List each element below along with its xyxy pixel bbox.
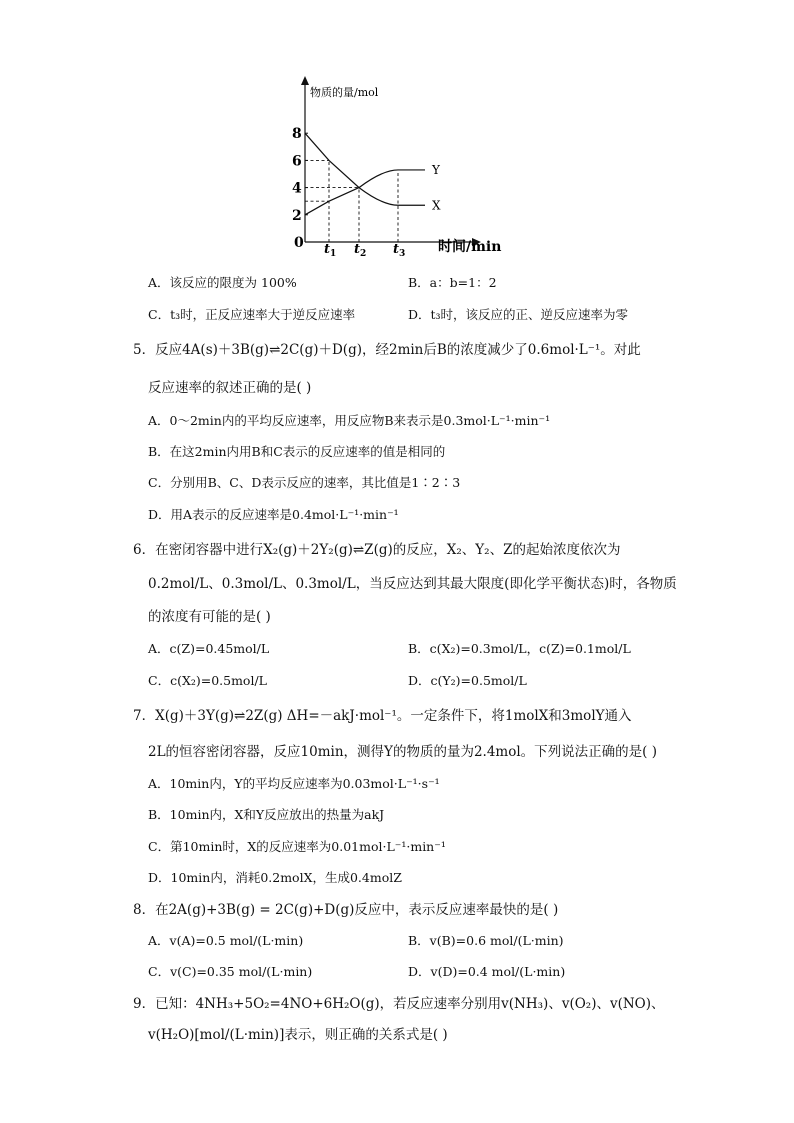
q5-stem-line1: 5．反应4A(s)＋3B(g)⇌2C(g)＋D(g)，经2min后B的浓度减少了0.6mol·L⁻¹。对此 [133, 342, 641, 358]
q8-option-b: B．v(B)=0.6 mol/(L·min) [408, 933, 564, 948]
x-tick-label-t2: $t_2$ [354, 242, 367, 259]
q7-option-d: D．10min内，消耗0.2molX，生成0.4molZ [148, 870, 402, 885]
q7-stem-line1: 7．X(g)＋3Y(g)⇌2Z(g) ΔH=－akJ·mol⁻¹。一定条件下，将1molX和3molY通入 [133, 708, 632, 724]
q5-stem-line2: 反应速率的叙述正确的是( ) [148, 380, 312, 396]
series-line-X [305, 133, 425, 205]
q7-option-a: A．10min内，Y的平均反应速率为0.03mol·L⁻¹·s⁻¹ [148, 776, 440, 791]
q6-option-b: B．c(X₂)=0.3mol/L，c(Z)=0.1mol/L [408, 641, 631, 656]
series-label-X: X [432, 198, 441, 213]
q8-option-a: A．v(A)=0.5 mol/(L·min) [148, 933, 304, 948]
q4-option-b: B．a：b=1：2 [408, 275, 497, 290]
y-tick-label-4: 4 [292, 180, 302, 197]
q6-option-a: A．c(Z)=0.45mol/L [148, 641, 270, 656]
y-tick-label-2: 2 [292, 207, 302, 224]
q5-option-c: C．分别用B、C、D表示反应的速率，其比值是1∶2∶3 [148, 475, 461, 490]
q5-option-d: D．用A表示的反应速率是0.4mol·L⁻¹·min⁻¹ [148, 507, 399, 522]
q9-stem-line1: 9．已知：4NH₃+5O₂=4NO+6H₂O(g)，若反应速率分别用v(NH₃)、v(O₂)、v(NO)、 [133, 996, 665, 1012]
series-label-Y: Y [432, 162, 440, 177]
q6-stem-line2: 0.2mol/L、0.3mol/L、0.3mol/L，当反应达到其最大限度(即化学平衡状态)时，各物质 [148, 576, 677, 592]
q7-option-c: C．第10min时，X的反应速率为0.01mol·L⁻¹·min⁻¹ [148, 839, 446, 854]
q8-stem: 8．在2A(g)+3B(g) = 2C(g)+D(g)反应中，表示反应速率最快的是( ) [133, 902, 559, 918]
q4-option-a: A．该反应的限度为 100% [148, 275, 297, 290]
origin-label: 0 [294, 235, 304, 251]
q7-stem-line2: 2L的恒容密闭容器，反应10min，测得Y的物质的量为2.4mol。下列说法正确的是( ) [148, 744, 657, 760]
x-tick-label-t3: $t_3$ [393, 242, 406, 259]
q6-stem-line3: 的浓度有可能的是( ) [148, 609, 271, 625]
q9-stem-line2: v(H₂O)[mol/(L·min)]表示，则正确的关系式是( ) [148, 1027, 448, 1043]
q7-option-b: B．10min内，X和Y反应放出的热量为akJ [148, 807, 385, 822]
q6-stem-line1: 6．在密闭容器中进行X₂(g)＋2Y₂(g)⇌Z(g)的反应，X₂、Y₂、Z的起始浓度依次为 [133, 542, 621, 558]
q5-option-b: B．在这2min内用B和C表示的反应速率的值是相同的 [148, 444, 446, 459]
q5-option-a: A．0～2min内的平均反应速率，用反应物B来表示是0.3mol·L⁻¹·min⁻¹ [148, 413, 551, 428]
x-axis-label: 时间/min [438, 239, 502, 255]
y-tick-label-6: 6 [292, 153, 302, 170]
y-axis-label: 物质的量/mol [310, 86, 379, 99]
y-axis-arrow [301, 76, 309, 85]
q8-option-d: D．v(D)=0.4 mol/(L·min) [408, 964, 566, 979]
x-tick-label-t1: $t_1$ [324, 242, 337, 259]
q4-option-c: C．t₃时，正反应速率大于逆反应速率 [148, 307, 356, 322]
mole-time-chart [270, 70, 530, 260]
q6-option-d: D．c(Y₂)=0.5mol/L [408, 673, 527, 688]
q4-option-d: D．t₃时，该反应的正、逆反应速率为零 [408, 307, 629, 322]
q6-option-c: C．c(X₂)=0.5mol/L [148, 673, 267, 688]
y-tick-label-8: 8 [292, 126, 302, 143]
q8-option-c: C．v(C)=0.35 mol/(L·min) [148, 964, 313, 979]
